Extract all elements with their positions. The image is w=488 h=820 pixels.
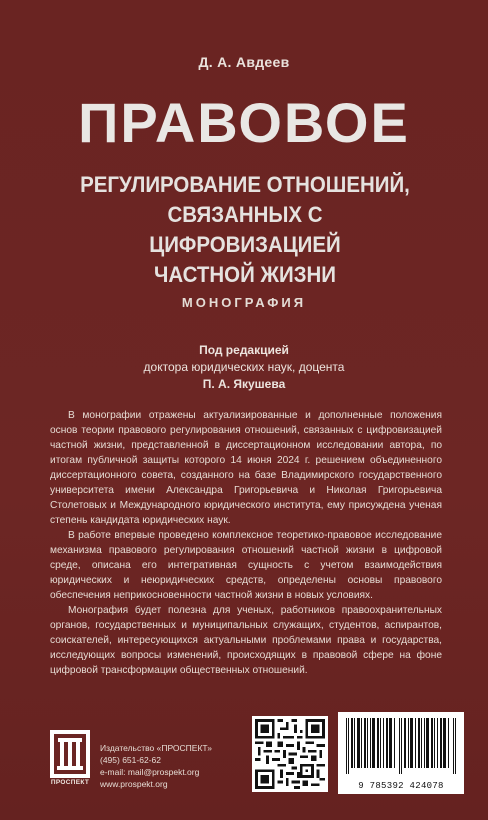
- publisher-phone: (495) 651-62-62: [100, 755, 161, 765]
- editor-credentials: доктора юридических наук, доцента: [143, 360, 345, 374]
- editor-name: П. А. Якушева: [202, 377, 286, 391]
- subtitle-line: РЕГУЛИРОВАНИЕ ОТНОШЕНИЙ,: [80, 172, 410, 197]
- editor-heading: Под редакцией: [199, 343, 289, 357]
- logo-text: ПРОСПЕКТ: [50, 779, 90, 786]
- annotation-paragraph: В работе впервые проведено комплексное теоретико-правовое исследование механизма правового регулирования отношений частной жизни в цифровой среде, описана его интегративная сущность с учетом взаимодействия юридических и неюридических средств, определены основы правового обеспечения неприкосновенности частной жизни в новых условиях.: [50, 530, 442, 601]
- subtitle-line: СВЯЗАННЫХ С ЦИФРОВИЗАЦИЕЙ: [149, 202, 341, 257]
- publisher-website[interactable]: www.prospekt.org: [100, 779, 168, 789]
- publisher-email[interactable]: e-mail: mail@prospekt.org: [100, 767, 200, 777]
- author-name: Д. А. Авдеев: [198, 54, 290, 70]
- qr-code-icon: [255, 719, 325, 789]
- qr-code[interactable]: [252, 716, 328, 792]
- annotation-paragraph: Монография будет полезна для ученых, работников правоохранительных органов, государственных и муниципальных служащих, студентов, аспирантов, соискателей, интересующихся актуальными проблемами права и государства, исследующих вопросы изменений, происходящих в правовой сфере на фоне цифровой трансформации общественных отношений.: [50, 605, 442, 676]
- publisher-logo: [46, 728, 94, 790]
- title-main: ПРАВОВОЕ: [78, 91, 410, 154]
- annotation-paragraph: В монографии отражены актуализированные и дополненные положения основ теории правового регулирования отношений, связанных с цифровизацией частной жизни, представленной в диссертационном исследовании автора, по итогам публичной защиты которого 14 июня 2024 г. решением объединенного диссертационного совета, созданного на базе Владимирского государственного университета имени Александра Григорьевича и Николая Григорьевича Столетовых и Международного юридического института, ему присуждена ученая степень кандидата юридических наук.: [50, 410, 442, 526]
- annotation-text: [50, 408, 442, 678]
- editor-block: [0, 342, 488, 393]
- isbn-digits: 9 785392 424078: [358, 781, 444, 791]
- publisher-info: [100, 742, 212, 790]
- publisher-name: Издательство «ПРОСПЕКТ»: [100, 743, 212, 753]
- barcode-icon: [346, 718, 456, 774]
- title-subtitle: [73, 170, 417, 290]
- isbn-barcode: [338, 712, 464, 794]
- subtitle-line: ЧАСТНОЙ ЖИЗНИ: [154, 262, 336, 287]
- genre-label: МОНОГРАФИЯ: [181, 295, 307, 310]
